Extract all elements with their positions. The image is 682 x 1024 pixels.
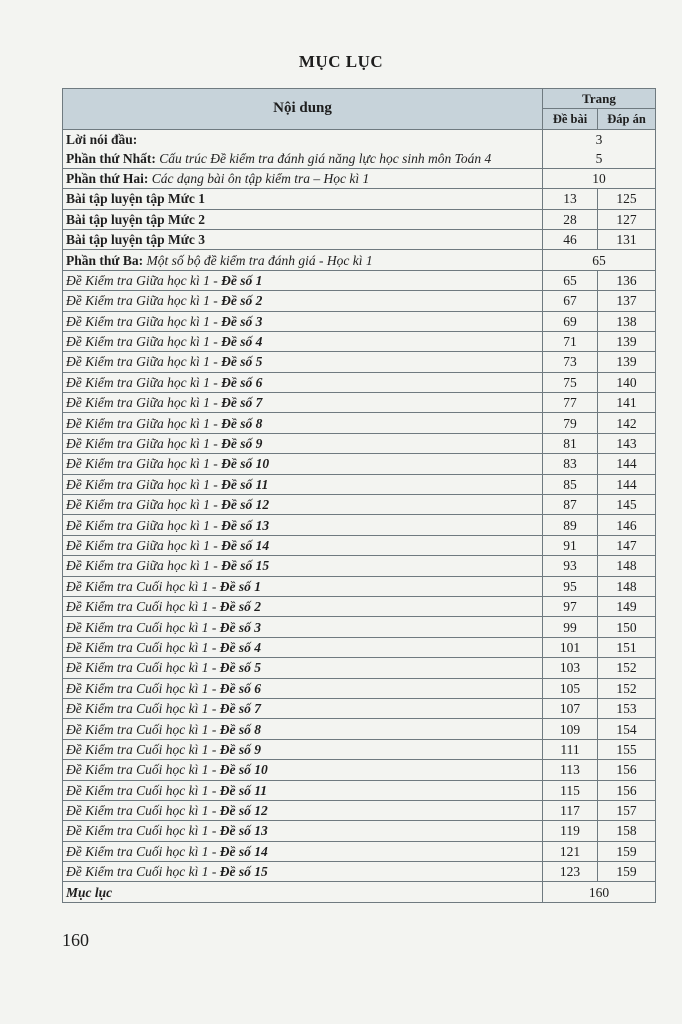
test-de-bai-page: 71 bbox=[543, 331, 598, 351]
test-de-bai-page: 87 bbox=[543, 495, 598, 515]
test-dap-an-page: 153 bbox=[598, 698, 656, 718]
test-de-bai-page: 123 bbox=[543, 862, 598, 882]
test-title bbox=[63, 515, 543, 535]
toc-row-test bbox=[63, 841, 656, 861]
toc-row-test bbox=[63, 352, 656, 372]
test-de-bai-page: 109 bbox=[543, 719, 598, 739]
practice-label: Bài tập luyện tập Mức 3 bbox=[63, 229, 543, 249]
test-dap-an-page: 148 bbox=[598, 556, 656, 576]
test-de-bai-page: 99 bbox=[543, 617, 598, 637]
toc-row-test bbox=[63, 535, 656, 555]
test-de-bai-page: 69 bbox=[543, 311, 598, 331]
test-title bbox=[63, 413, 543, 433]
toc-row-test bbox=[63, 698, 656, 718]
test-title bbox=[63, 862, 543, 882]
test-prefix: Đề Kiểm tra Giữa học kì 1 - bbox=[66, 517, 222, 533]
test-de-bai-page: 97 bbox=[543, 596, 598, 616]
test-dap-an-page: 152 bbox=[598, 658, 656, 678]
test-de-bai-page: 105 bbox=[543, 678, 598, 698]
practice-dap-an: 125 bbox=[598, 189, 656, 209]
test-dap-an-page: 154 bbox=[598, 719, 656, 739]
practice-label: Bài tập luyện tập Mức 1 bbox=[63, 189, 543, 209]
phan3-content bbox=[63, 250, 543, 270]
toc-row-phan2 bbox=[63, 168, 656, 188]
test-number: Đề số 14 bbox=[219, 843, 268, 859]
toc-row-phan3 bbox=[63, 250, 656, 270]
test-prefix: Đề Kiểm tra Cuối học kì 1 - bbox=[66, 864, 220, 880]
test-prefix: Đề Kiểm tra Cuối học kì 1 - bbox=[66, 823, 220, 839]
test-de-bai-page: 67 bbox=[543, 291, 598, 311]
toc-table bbox=[62, 88, 656, 903]
test-prefix: Đề Kiểm tra Giữa học kì 1 - bbox=[66, 354, 222, 370]
test-number: Đề số 8 bbox=[219, 721, 261, 737]
toc-row-intro bbox=[63, 129, 656, 168]
test-prefix: Đề Kiểm tra Giữa học kì 1 - bbox=[66, 456, 222, 472]
test-de-bai-page: 81 bbox=[543, 433, 598, 453]
test-title bbox=[63, 821, 543, 841]
test-de-bai-page: 73 bbox=[543, 352, 598, 372]
test-number: Đề số 1 bbox=[221, 272, 263, 288]
loi-noi-dau-page: 3 bbox=[595, 131, 603, 147]
test-number: Đề số 5 bbox=[219, 660, 261, 676]
test-number: Đề số 12 bbox=[221, 497, 270, 513]
test-dap-an-page: 149 bbox=[598, 596, 656, 616]
test-title bbox=[63, 800, 543, 820]
test-prefix: Đề Kiểm tra Giữa học kì 1 - bbox=[66, 476, 222, 492]
test-number: Đề số 3 bbox=[219, 619, 261, 635]
test-title bbox=[63, 698, 543, 718]
test-title bbox=[63, 596, 543, 616]
test-number: Đề số 5 bbox=[221, 354, 263, 370]
muc-luc-page: 160 bbox=[543, 882, 656, 902]
toc-row-test bbox=[63, 576, 656, 596]
test-prefix: Đề Kiểm tra Giữa học kì 1 - bbox=[66, 538, 222, 553]
test-de-bai-page: 103 bbox=[543, 658, 598, 678]
test-prefix: Đề Kiểm tra Cuối học kì 1 - bbox=[66, 843, 220, 859]
toc-row-test bbox=[63, 637, 656, 657]
test-dap-an-page: 159 bbox=[598, 862, 656, 882]
phan2-page: 10 bbox=[543, 168, 656, 188]
toc-row-test bbox=[63, 291, 656, 311]
phan1-page: 5 bbox=[595, 150, 603, 166]
muc-luc-label: Mục lục bbox=[63, 882, 543, 902]
test-prefix: Đề Kiểm tra Cuối học kì 1 - bbox=[66, 680, 220, 696]
toc-row-test bbox=[63, 739, 656, 759]
test-prefix: Đề Kiểm tra Cuối học kì 1 - bbox=[66, 578, 220, 594]
test-title bbox=[63, 841, 543, 861]
test-dap-an-page: 136 bbox=[598, 270, 656, 290]
test-dap-an-page: 150 bbox=[598, 617, 656, 637]
test-prefix: Đề Kiểm tra Giữa học kì 1 - bbox=[66, 293, 222, 309]
test-title bbox=[63, 739, 543, 759]
test-title bbox=[63, 678, 543, 698]
test-dap-an-page: 148 bbox=[598, 576, 656, 596]
test-de-bai-page: 75 bbox=[543, 372, 598, 392]
test-dap-an-page: 159 bbox=[598, 841, 656, 861]
test-number: Đề số 8 bbox=[221, 415, 263, 431]
test-title bbox=[63, 617, 543, 637]
practice-de-bai: 46 bbox=[543, 229, 598, 249]
test-title bbox=[63, 270, 543, 290]
test-de-bai-page: 107 bbox=[543, 698, 598, 718]
test-de-bai-page: 79 bbox=[543, 413, 598, 433]
loi-noi-dau-label: Lời nói đầu: bbox=[66, 131, 138, 147]
test-de-bai-page: 111 bbox=[543, 739, 598, 759]
phan3-text: Một số bộ đề kiểm tra đánh giá - Học kì 1 bbox=[143, 252, 373, 268]
test-number: Đề số 15 bbox=[219, 864, 268, 880]
test-number: Đề số 15 bbox=[221, 558, 270, 574]
test-de-bai-page: 121 bbox=[543, 841, 598, 861]
toc-row-practice bbox=[63, 189, 656, 209]
toc-row-test bbox=[63, 311, 656, 331]
test-de-bai-page: 101 bbox=[543, 637, 598, 657]
test-dap-an-page: 143 bbox=[598, 433, 656, 453]
test-prefix: Đề Kiểm tra Cuối học kì 1 - bbox=[66, 741, 220, 757]
test-number: Đề số 6 bbox=[219, 680, 261, 696]
test-title bbox=[63, 719, 543, 739]
toc-row-test bbox=[63, 800, 656, 820]
test-number: Đề số 7 bbox=[221, 395, 263, 411]
test-number: Đề số 2 bbox=[221, 293, 263, 309]
test-title bbox=[63, 780, 543, 800]
phan2-label: Phần thứ Hai: bbox=[66, 170, 149, 186]
test-title bbox=[63, 658, 543, 678]
toc-row-test bbox=[63, 495, 656, 515]
toc-row-test bbox=[63, 760, 656, 780]
practice-de-bai: 28 bbox=[543, 209, 598, 229]
test-de-bai-page: 93 bbox=[543, 556, 598, 576]
test-de-bai-page: 91 bbox=[543, 535, 598, 555]
test-prefix: Đề Kiểm tra Cuối học kì 1 - bbox=[66, 599, 220, 615]
test-title bbox=[63, 291, 543, 311]
test-number: Đề số 9 bbox=[221, 436, 263, 452]
toc-row-test bbox=[63, 596, 656, 616]
test-prefix: Đề Kiểm tra Giữa học kì 1 - bbox=[66, 436, 222, 452]
test-prefix: Đề Kiểm tra Cuối học kì 1 - bbox=[66, 782, 220, 798]
test-prefix: Đề Kiểm tra Cuối học kì 1 - bbox=[66, 619, 220, 635]
test-prefix: Đề Kiểm tra Giữa học kì 1 - bbox=[66, 313, 222, 329]
practice-de-bai: 13 bbox=[543, 189, 598, 209]
test-number: Đề số 10 bbox=[221, 456, 270, 472]
toc-row-test bbox=[63, 821, 656, 841]
test-prefix: Đề Kiểm tra Giữa học kì 1 - bbox=[66, 415, 222, 431]
phan3-page: 65 bbox=[543, 250, 656, 270]
toc-row-test bbox=[63, 474, 656, 494]
test-prefix: Đề Kiểm tra Giữa học kì 1 - bbox=[66, 334, 222, 350]
phan2-text: Các dạng bài ôn tập kiểm tra – Học kì 1 bbox=[148, 170, 370, 186]
test-dap-an-page: 155 bbox=[598, 739, 656, 759]
test-dap-an-page: 156 bbox=[598, 760, 656, 780]
test-title bbox=[63, 311, 543, 331]
test-dap-an-page: 139 bbox=[598, 352, 656, 372]
phan1-text: Cấu trúc Đề kiểm tra đánh giá năng lực học sinh môn Toán 4 bbox=[155, 150, 492, 166]
test-title bbox=[63, 372, 543, 392]
page-title: MỤC LỤC bbox=[298, 52, 384, 71]
toc-row-test bbox=[63, 678, 656, 698]
test-prefix: Đề Kiểm tra Giữa học kì 1 - bbox=[66, 497, 222, 513]
toc-row-test bbox=[63, 862, 656, 882]
toc-row-test bbox=[63, 413, 656, 433]
test-title bbox=[63, 576, 543, 596]
test-de-bai-page: 85 bbox=[543, 474, 598, 494]
toc-row-test bbox=[63, 556, 656, 576]
toc-row-muc-luc bbox=[63, 882, 656, 902]
toc-row-test bbox=[63, 393, 656, 413]
test-dap-an-page: 156 bbox=[598, 780, 656, 800]
header-de-bai: Đề bài bbox=[543, 109, 598, 129]
test-number: Đề số 13 bbox=[219, 823, 268, 839]
toc-row-test bbox=[63, 780, 656, 800]
practice-dap-an: 131 bbox=[598, 229, 656, 249]
test-number: Đề số 2 bbox=[219, 599, 261, 615]
test-number: Đề số 13 bbox=[221, 517, 270, 533]
test-dap-an-page: 137 bbox=[598, 291, 656, 311]
intro-content bbox=[63, 129, 543, 168]
test-de-bai-page: 89 bbox=[543, 515, 598, 535]
phan3-label: Phần thứ Ba: bbox=[66, 252, 144, 268]
test-prefix: Đề Kiểm tra Cuối học kì 1 - bbox=[66, 762, 220, 778]
toc-row-test bbox=[63, 617, 656, 637]
test-number: Đề số 3 bbox=[221, 313, 263, 329]
page-number: 160 bbox=[62, 930, 89, 950]
test-title bbox=[63, 331, 543, 351]
test-dap-an-page: 147 bbox=[598, 535, 656, 555]
test-de-bai-page: 95 bbox=[543, 576, 598, 596]
test-number: Đề số 11 bbox=[219, 782, 267, 798]
test-prefix: Đề Kiểm tra Cuối học kì 1 - bbox=[66, 660, 220, 676]
test-de-bai-page: 83 bbox=[543, 454, 598, 474]
test-prefix: Đề Kiểm tra Giữa học kì 1 - bbox=[66, 395, 222, 411]
test-dap-an-page: 140 bbox=[598, 372, 656, 392]
test-prefix: Đề Kiểm tra Cuối học kì 1 - bbox=[66, 639, 220, 655]
test-number: Đề số 10 bbox=[219, 762, 268, 778]
test-prefix: Đề Kiểm tra Giữa học kì 1 - bbox=[66, 272, 222, 288]
toc-row-test bbox=[63, 372, 656, 392]
test-prefix: Đề Kiểm tra Cuối học kì 1 - bbox=[66, 721, 220, 737]
test-de-bai-page: 65 bbox=[543, 270, 598, 290]
test-number: Đề số 9 bbox=[219, 741, 261, 757]
test-number: Đề số 1 bbox=[219, 578, 261, 594]
test-prefix: Đề Kiểm tra Cuối học kì 1 - bbox=[66, 803, 220, 819]
test-title bbox=[63, 535, 543, 555]
test-de-bai-page: 115 bbox=[543, 780, 598, 800]
test-dap-an-page: 158 bbox=[598, 821, 656, 841]
toc-row-test bbox=[63, 515, 656, 535]
test-title bbox=[63, 556, 543, 576]
test-dap-an-page: 146 bbox=[598, 515, 656, 535]
toc-row-test bbox=[63, 270, 656, 290]
toc-row-test bbox=[63, 454, 656, 474]
test-dap-an-page: 152 bbox=[598, 678, 656, 698]
header-trang: Trang bbox=[543, 89, 656, 109]
test-number: Đề số 12 bbox=[219, 803, 268, 819]
test-title bbox=[63, 637, 543, 657]
test-dap-an-page: 151 bbox=[598, 637, 656, 657]
test-number: Đề số 4 bbox=[221, 334, 263, 350]
phan2-content bbox=[63, 168, 543, 188]
test-dap-an-page: 141 bbox=[598, 393, 656, 413]
toc-row-test bbox=[63, 331, 656, 351]
test-dap-an-page: 145 bbox=[598, 495, 656, 515]
test-prefix: Đề Kiểm tra Giữa học kì 1 - bbox=[66, 374, 222, 390]
test-de-bai-page: 113 bbox=[543, 760, 598, 780]
header-dap-an: Đáp án bbox=[598, 109, 656, 129]
test-dap-an-page: 139 bbox=[598, 331, 656, 351]
test-title bbox=[63, 393, 543, 413]
phan1-label: Phần thứ Nhất: bbox=[66, 150, 156, 166]
test-prefix: Đề Kiểm tra Cuối học kì 1 - bbox=[66, 701, 220, 717]
test-title bbox=[63, 454, 543, 474]
test-title bbox=[63, 495, 543, 515]
toc-row-test bbox=[63, 658, 656, 678]
test-number: Đề số 4 bbox=[219, 639, 261, 655]
practice-label: Bài tập luyện tập Mức 2 bbox=[63, 209, 543, 229]
toc-row-test bbox=[63, 433, 656, 453]
test-number: Đề số 14 bbox=[221, 538, 270, 553]
toc-row-practice bbox=[63, 229, 656, 249]
test-de-bai-page: 119 bbox=[543, 821, 598, 841]
test-dap-an-page: 144 bbox=[598, 474, 656, 494]
test-title bbox=[63, 352, 543, 372]
test-number: Đề số 6 bbox=[221, 374, 263, 390]
test-dap-an-page: 157 bbox=[598, 800, 656, 820]
toc-row-practice bbox=[63, 209, 656, 229]
test-dap-an-page: 144 bbox=[598, 454, 656, 474]
test-de-bai-page: 117 bbox=[543, 800, 598, 820]
toc-row-test bbox=[63, 719, 656, 739]
test-dap-an-page: 142 bbox=[598, 413, 656, 433]
test-title bbox=[63, 760, 543, 780]
test-number: Đề số 7 bbox=[219, 701, 261, 717]
test-title bbox=[63, 433, 543, 453]
tests-list bbox=[63, 270, 656, 882]
test-title bbox=[63, 474, 543, 494]
test-dap-an-page: 138 bbox=[598, 311, 656, 331]
intro-pages bbox=[543, 129, 656, 168]
practice-dap-an: 127 bbox=[598, 209, 656, 229]
test-de-bai-page: 77 bbox=[543, 393, 598, 413]
test-number: Đề số 11 bbox=[221, 476, 269, 492]
header-content: Nội dung bbox=[63, 89, 543, 130]
test-prefix: Đề Kiểm tra Giữa học kì 1 - bbox=[66, 558, 222, 574]
